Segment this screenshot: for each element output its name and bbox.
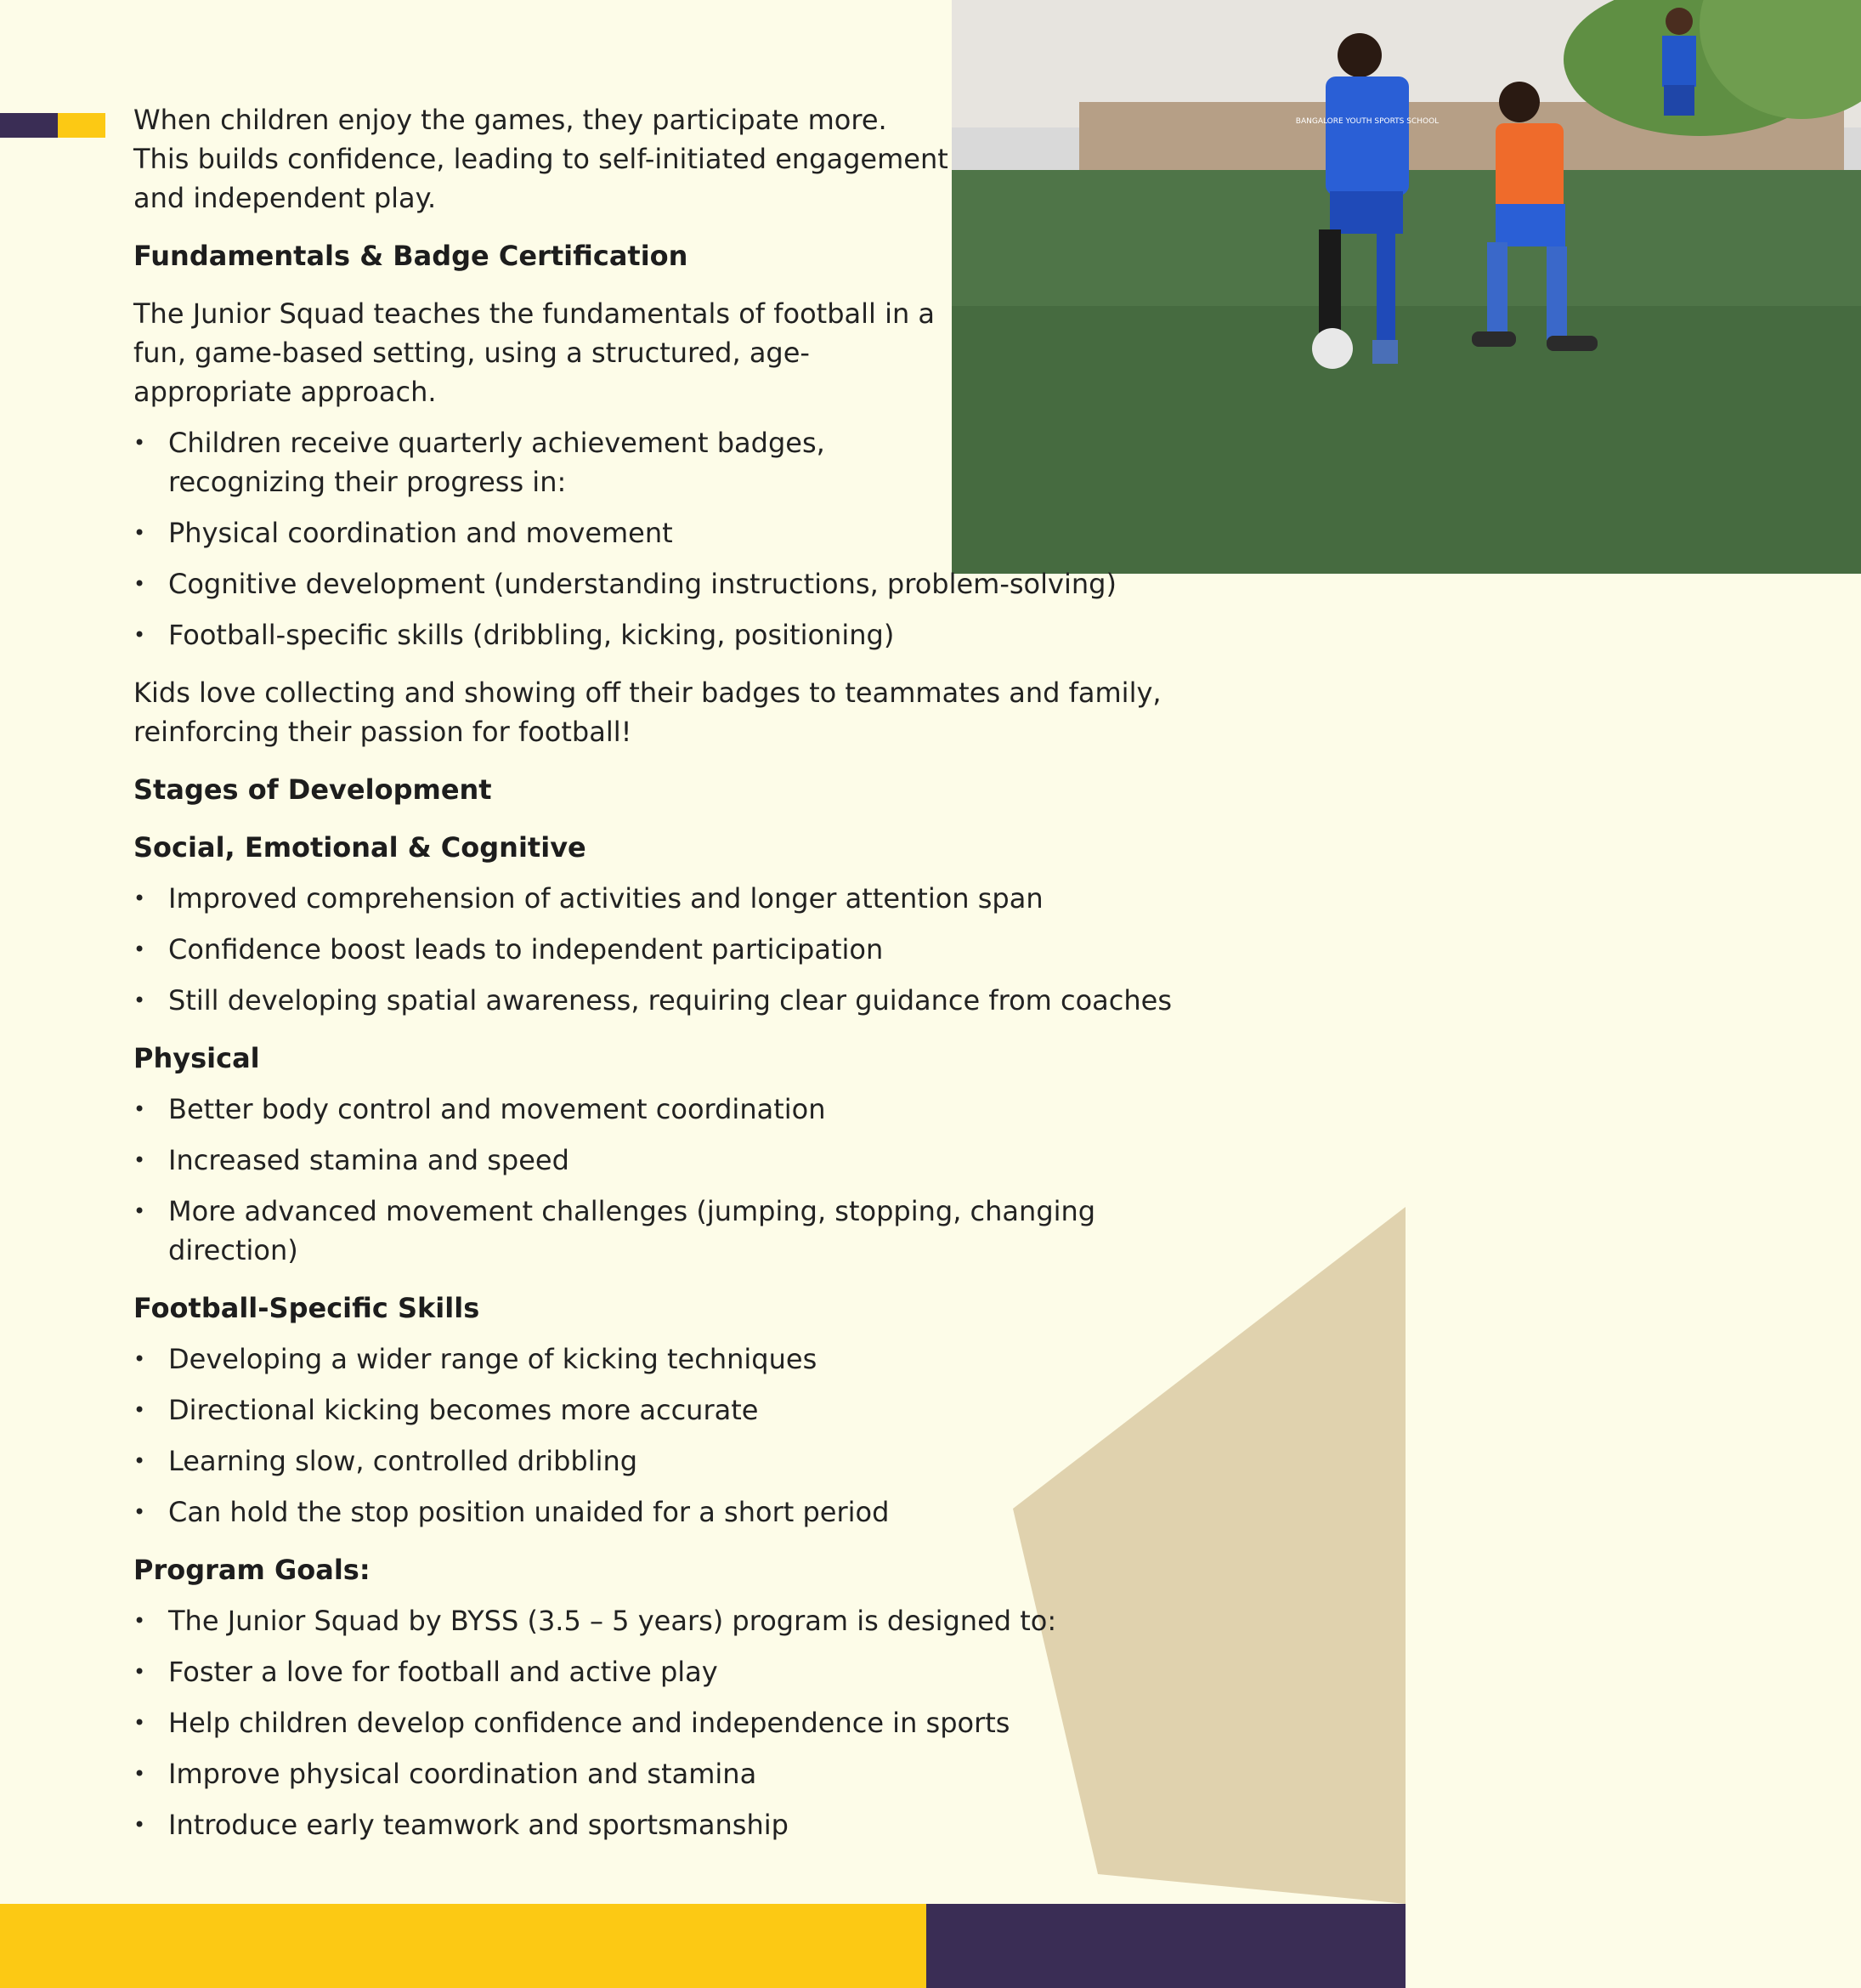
badge-closing: Kids love collecting and showing off their badges to teammates and family, reinforcing their passion for football!: [133, 677, 1162, 748]
goals-list: [133, 1601, 1238, 1844]
social-list: [133, 879, 1238, 1020]
jersey-text: BANGALORE YOUTH SPORTS SCHOOL: [1295, 117, 1440, 126]
list-item: • More advanced movement challenges (jumping, stopping, changing direction): [133, 1192, 1171, 1270]
physical-heading: Physical: [133, 1042, 260, 1074]
list-item: • The Junior Squad by BYSS (3.5 – 5 years) program is designed to:: [133, 1601, 1238, 1640]
list-item: • Better body control and movement coordination: [133, 1090, 1238, 1129]
footer-bar-purple: [926, 1904, 1406, 1988]
football-skills-list: [133, 1339, 1238, 1532]
physical-list: [133, 1090, 1238, 1270]
list-item: • Confidence boost leads to independent participation: [133, 930, 1238, 969]
list-item: • Children receive quarterly achievement badges, recognizing their progress in:: [133, 423, 882, 501]
badge-paragraph: The Junior Squad teaches the fundamentals of football in a fun, game-based setting, using a structured, age-appropriate approach.: [133, 297, 936, 408]
list-item: • Help children develop confidence and independence in sports: [133, 1703, 1238, 1742]
list-item: • Developing a wider range of kicking techniques: [133, 1339, 1238, 1379]
footer-bar-yellow: [0, 1904, 926, 1988]
goals-heading: Program Goals:: [133, 1554, 371, 1586]
list-item: • Improved comprehension of activities and longer attention span: [133, 879, 1238, 918]
badge-heading: Fundamentals & Badge Certification: [133, 240, 688, 272]
list-item: • Learning slow, controlled dribbling: [133, 1441, 1238, 1481]
list-item: • Physical coordination and movement: [133, 513, 1238, 552]
list-item: • Football-specific skills (dribbling, kicking, positioning): [133, 615, 1238, 654]
list-item: • Cognitive development (understanding instructions, problem-solving): [133, 564, 1238, 603]
list-item: • Still developing spatial awareness, requiring clear guidance from coaches: [133, 981, 1238, 1020]
accent-bar-yellow: [58, 113, 105, 138]
social-heading: Social, Emotional & Cognitive: [133, 831, 586, 864]
stages-heading: Stages of Development: [133, 773, 492, 806]
list-item: • Introduce early teamwork and sportsmanship: [133, 1805, 1238, 1844]
list-item: • Increased stamina and speed: [133, 1141, 1238, 1180]
main-content: [133, 100, 1238, 1844]
badge-list: [133, 423, 1238, 654]
intro-paragraph: When children enjoy the games, they participate more. This builds confidence, leading to self-initiated engagement and independent play.: [133, 104, 948, 214]
list-item: • Can hold the stop position unaided for a short period: [133, 1492, 1238, 1532]
list-item: • Improve physical coordination and stamina: [133, 1754, 1238, 1793]
football-skills-heading: Football-Specific Skills: [133, 1292, 480, 1324]
list-item: • Directional kicking becomes more accurate: [133, 1390, 1238, 1430]
list-item: • Foster a love for football and active play: [133, 1652, 1238, 1691]
accent-bar-purple: [0, 113, 58, 138]
